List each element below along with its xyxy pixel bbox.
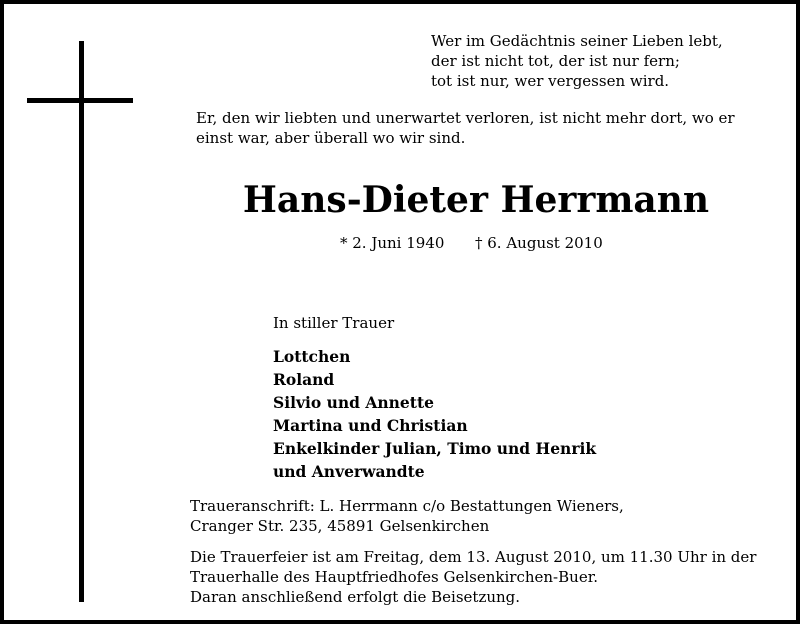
intro-line: Er, den wir liebten und unerwartet verloren, ist nicht mehr dort, wo er	[196, 109, 735, 127]
poem-line: tot ist nur, wer vergessen wird.	[431, 72, 670, 90]
cross-horizontal-bar	[27, 98, 133, 103]
funeral-service-info	[190, 547, 756, 607]
death-date: † 6. August 2010	[475, 234, 603, 252]
mourners-list	[273, 345, 596, 483]
cross-vertical-bar	[79, 41, 84, 602]
birth-date: * 2. Juni 1940	[340, 234, 445, 252]
service-line: Die Trauerfeier ist am Freitag, dem 13. August 2010, um 11.30 Uhr in der	[190, 548, 757, 566]
poem-line: Wer im Gedächtnis seiner Lieben lebt,	[431, 32, 723, 50]
mourning-heading: In stiller Trauer	[273, 314, 395, 332]
intro-text	[196, 108, 735, 148]
mourner-name: Lottchen	[273, 347, 351, 366]
service-line: Daran anschließend erfolgt die Beisetzung.	[190, 588, 521, 606]
mourning-address	[190, 496, 624, 536]
poem-line: der ist nicht tot, der ist nur fern;	[431, 52, 680, 70]
mourner-name: und Anverwandte	[273, 462, 425, 481]
mourner-name: Martina und Christian	[273, 416, 468, 435]
mourner-name: Roland	[273, 370, 335, 389]
deceased-name: Hans-Dieter Herrmann	[242, 179, 710, 221]
memorial-poem	[431, 31, 723, 91]
mourner-name: Silvio und Annette	[273, 393, 434, 412]
address-line: Cranger Str. 235, 45891 Gelsenkirchen	[190, 517, 490, 535]
service-line: Trauerhalle des Hauptfriedhofes Gelsenkirchen-Buer.	[190, 568, 598, 586]
intro-line: einst war, aber überall wo wir sind.	[196, 129, 466, 147]
mourner-name: Enkelkinder Julian, Timo und Henrik	[273, 439, 597, 458]
address-line: Traueranschrift: L. Herrmann c/o Bestattungen Wieners,	[190, 497, 624, 515]
